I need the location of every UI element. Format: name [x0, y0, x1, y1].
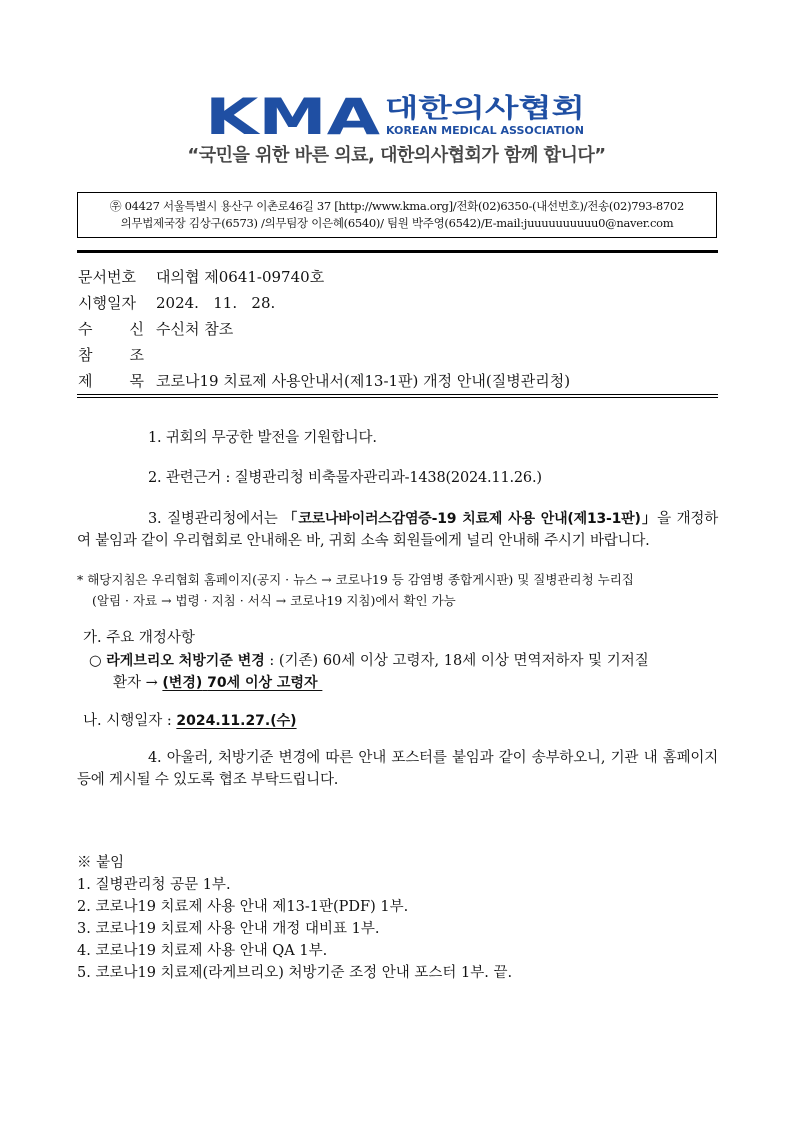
- change-line-2: [89, 672, 718, 694]
- guideline-title: 「코로나바이러스감염증-19 치료제 사용 안내(제13-1판)」: [283, 511, 658, 527]
- field-subject: [78, 368, 718, 394]
- section-a-title: 가. 주요 개정사항: [83, 630, 195, 646]
- kma-logo-text: KMA: [205, 90, 381, 138]
- attachments-title: ※ 붙임: [77, 855, 125, 871]
- field-label: 문서번호: [78, 268, 136, 286]
- change-line2-prefix: 환자 →: [113, 675, 163, 691]
- field-label: [78, 342, 144, 368]
- attachment-item: 5. 코로나19 치료제(라게브리오) 처방기준 조정 안내 포스터 1부. 끝.: [77, 965, 513, 981]
- attachments: [77, 852, 512, 984]
- p4-text: 4. 아울러, 처방기준 변경에 따른 안내 포스터를 붙임과 같이 송부하오니, 기관 내 홈페이지 등에 게시될 수 있도록 협조 부탁드립니다.: [77, 750, 718, 788]
- attachment-item: 2. 코로나19 치료제 사용 안내 제13-1판(PDF) 1부.: [77, 899, 409, 915]
- org-name-kr: 대한의사협회: [385, 94, 536, 124]
- paragraph-1: 1. 귀회의 무궁한 발전을 기원합니다.: [148, 430, 377, 446]
- change-line-1: [89, 650, 718, 672]
- change-new-tag: (변경): [162, 675, 203, 691]
- section-b: [83, 709, 297, 730]
- contact-address-line: ㉾ 04427 서울특별시 용산구 이촌로46길 37 [http://www.kma.org]/전화(02)6350-(내선번호)/전송(02)793-8702: [110, 199, 684, 213]
- note: [77, 569, 718, 611]
- paragraph-4: [77, 747, 718, 791]
- bullet-circle: ○: [89, 653, 102, 669]
- slogan: “국민을 위한 바른 의료, 대한의사협회가 함께 합니다”: [187, 145, 606, 166]
- field-recipient: [78, 316, 718, 342]
- change-text: : (기존) 60세 이상 고령자, 18세 이상 면역저하자 및 기저질: [264, 653, 649, 669]
- attachment-item: 4. 코로나19 치료제 사용 안내 QA 1부.: [77, 943, 328, 959]
- label-part: 제: [78, 372, 93, 390]
- field-label: 시행일자: [78, 294, 136, 312]
- paragraph-3: [77, 508, 718, 552]
- header-divider: [77, 250, 718, 253]
- attachment-item: 1. 질병관리청 공문 1부.: [77, 877, 231, 893]
- label-part: 참: [78, 346, 93, 364]
- label-part: 조: [129, 346, 144, 364]
- field-label: [78, 316, 144, 342]
- p3-suffix: 을 개정하여 붙임과 같이 우리협회로 안내해온 바, 귀회 소속 회원들에게 널리 안내해 주시기 바랍니다.: [77, 511, 718, 549]
- issue-date: 2024. 11. 28.: [156, 294, 276, 312]
- subject: 코로나19 치료제 사용안내서(제13-1판) 개정 안내(질병관리청): [156, 372, 571, 390]
- document-header-fields: [78, 264, 718, 394]
- org-name-en: KOREAN MEDICAL ASSOCIATION: [386, 124, 584, 137]
- change-new-label: [162, 675, 322, 691]
- note-line-2: (알림 · 자료 → 법령 · 지침 · 서식 → 코로나19 지침)에서 확인 가능: [92, 593, 456, 608]
- section-b-label: 나. 시행일자 :: [83, 713, 177, 729]
- doc-number: 대의협 제0641-09740호: [156, 268, 325, 286]
- note-line-1: * 해당지침은 우리협회 홈페이지(공지 · 뉴스 → 코로나19 등 감염병 종합게시판) 및 질병관리청 누리집: [77, 572, 634, 587]
- contact-staff-line: 의무법제국장 김상구(6573) /의무팀장 이은혜(6540)/ 팀원 박주영(6542)/E-mail:juuuuuuuuuu0@naver.com: [120, 216, 674, 230]
- kma-logo: [205, 90, 590, 138]
- change-new-criteria: 70세 이상 고령자: [207, 675, 318, 691]
- paragraph-2: 2. 관련근거 : 질병관리청 비축물자관리과-1438(2024.11.26.): [148, 470, 542, 486]
- contact-box: [77, 192, 717, 238]
- subject-divider-top: [77, 394, 718, 395]
- effective-date: 2024.11.27.(수): [176, 713, 297, 729]
- subject-divider-bottom: [77, 397, 718, 398]
- recipient: 수신처 참조: [156, 320, 234, 338]
- label-part: 목: [129, 372, 144, 390]
- label-part: 신: [129, 320, 144, 338]
- change-title: 라게브리오 처방기준 변경: [106, 653, 265, 669]
- change-item: [89, 650, 718, 694]
- field-date: [78, 290, 718, 316]
- field-label: [78, 368, 144, 394]
- field-doc-no: [78, 264, 718, 290]
- p3-prefix: 3. 질병관리청에서는: [148, 511, 284, 527]
- attachment-item: 3. 코로나19 치료제 사용 안내 개정 대비표 1부.: [77, 921, 380, 937]
- field-reference: [78, 342, 718, 368]
- label-part: 수: [78, 320, 93, 338]
